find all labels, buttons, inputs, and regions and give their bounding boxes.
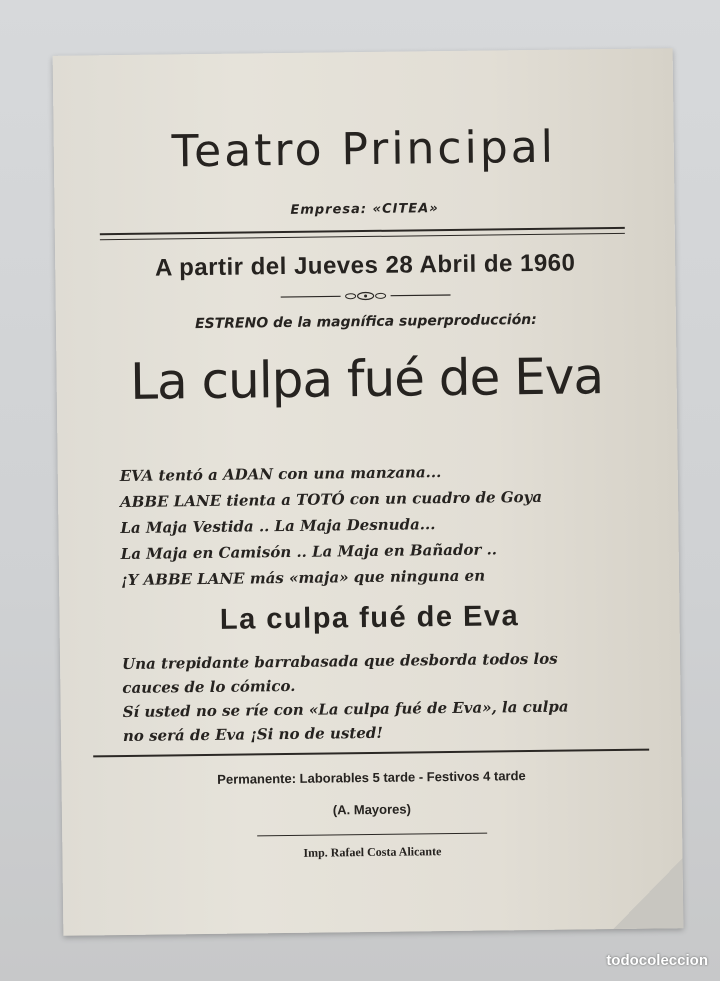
- date-line: A partir del Jueves 28 Abril de 1960: [154, 249, 576, 282]
- age-rating: (A. Mayores): [332, 801, 411, 818]
- tagline-5: ¡Y ABBE LANE más «maja» que ninguna en: [120, 566, 486, 590]
- flyer-content: [53, 48, 684, 936]
- description-line-3: Sí usted no se ríe con «La culpa fué de Eva», la culpa: [122, 697, 569, 722]
- flyer-paper: [53, 48, 684, 936]
- tagline-1: EVA tentó a ADAN con una manzana...: [119, 463, 442, 486]
- description-line-4: no será de Eva ¡Si no de usted!: [122, 723, 383, 746]
- tagline-4: La Maja en Camisón .. La Maja en Bañador ..: [120, 540, 498, 564]
- theater-title: Teatro Principal: [171, 121, 557, 178]
- movie-title: La culpa fué de Eva: [129, 347, 604, 411]
- divider-printer: [257, 833, 487, 837]
- description-line-2: cauces de lo cómico.: [122, 676, 296, 698]
- divider-bottom: [93, 749, 649, 758]
- premiere-line: ESTRENO de la magnífica superproducción:: [194, 311, 537, 333]
- watermark-logo: todocoleccion: [606, 952, 708, 969]
- movie-subtitle: La culpa fué de Eva: [219, 600, 520, 636]
- description-line-1: Una trepidante barrabasada que desborda todos los: [121, 649, 558, 674]
- company-line: Empresa: «CITEA»: [290, 201, 439, 218]
- ornament-divider-icon: [281, 289, 451, 303]
- tagline-3: La Maja Vestida .. La Maja Desnuda...: [120, 515, 436, 538]
- printer-line: Imp. Rafael Costa Alicante: [303, 844, 442, 860]
- tagline-2: ABBE LANE tienta a TOTÓ con un cuadro de Goya: [119, 487, 543, 512]
- schedule-line: Permanente: Laborables 5 tarde - Festivos 4 tarde: [217, 768, 526, 787]
